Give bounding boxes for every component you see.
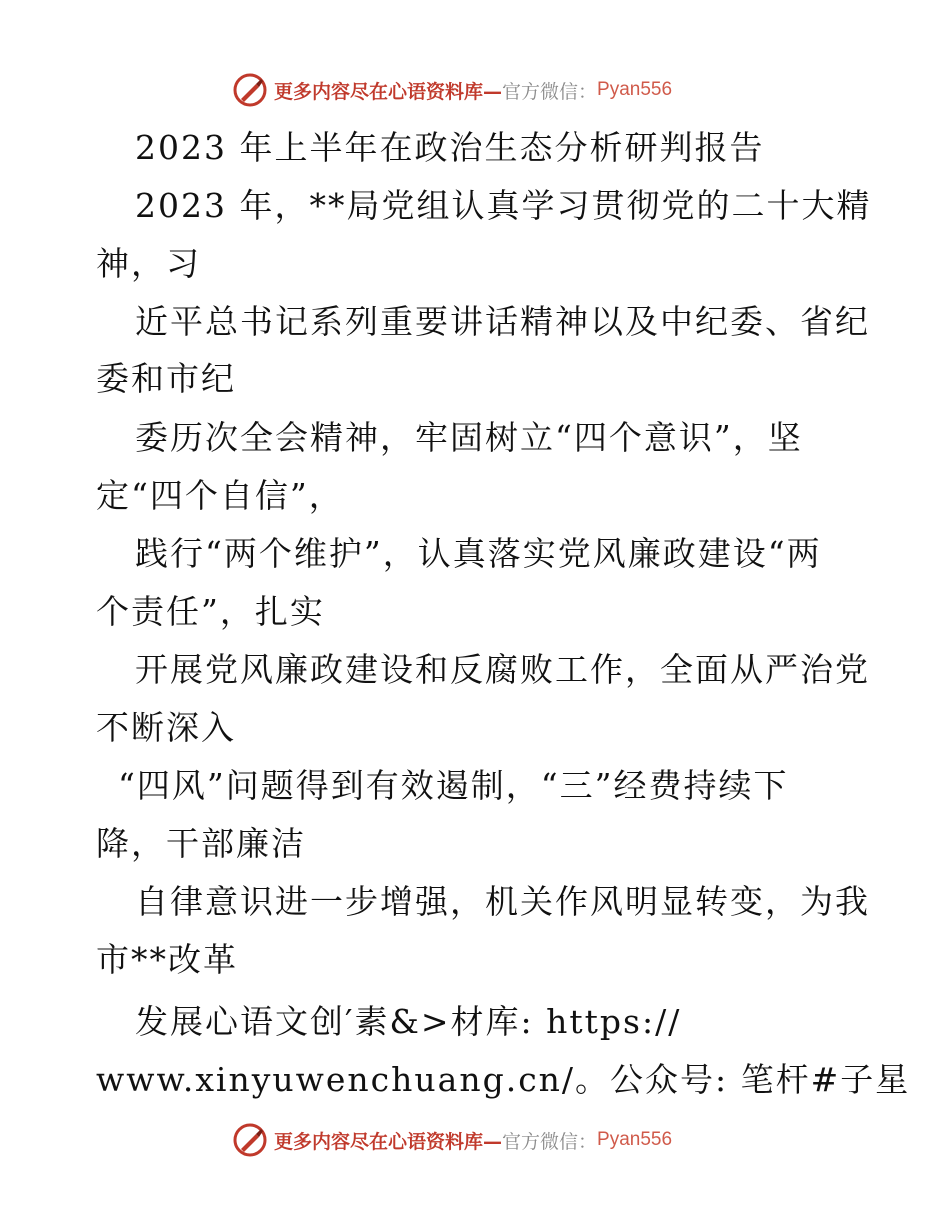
body-line: 神，习 <box>96 244 201 283</box>
body-line: 不断深入 <box>96 708 236 747</box>
watermark-id-text: Pyan556 <box>597 79 673 100</box>
body-line: 发展心语文创′素&>材库: https:// <box>135 1002 682 1041</box>
body-line: 2023 年，**局党组认真学习贯彻党的二十大精 <box>135 186 872 225</box>
watermark-gray-text: 官方微信： <box>502 1130 598 1153</box>
watermark-red-text: 更多内容尽在心语资料库— <box>274 80 503 103</box>
body-line: 定“四个自信”， <box>96 476 344 515</box>
body-line: 近平总书记系列重要讲话精神以及中纪委、省纪 <box>135 302 870 341</box>
body-line: 个责任”，扎实 <box>96 592 325 631</box>
body-line: 市**改革 <box>96 940 238 979</box>
body-line: 开展党风廉政建设和反腐败工作，全面从严治党 <box>135 650 870 689</box>
document-title: 2023 年上半年在政治生态分析研判报告 <box>135 128 765 167</box>
body-line: www.xinyuwenchuang.cn/。公众号: 笔杆#子星 <box>96 1060 911 1099</box>
pen-logo-icon <box>232 1122 268 1158</box>
body-line: “四风”问题得到有效遏制，“三”经费持续下 <box>118 766 789 805</box>
footer-watermark <box>232 1122 672 1158</box>
body-line: 委历次全会精神，牢固树立“四个意识”，坚 <box>135 418 803 457</box>
body-line: 践行“两个维护”，认真落实党风廉政建设“两 <box>135 534 822 573</box>
watermark-gray-text: 官方微信： <box>502 80 598 103</box>
watermark-id-text: Pyan556 <box>597 1129 673 1150</box>
body-line: 委和市纪 <box>96 359 236 398</box>
body-line: 降，干部廉洁 <box>96 824 306 863</box>
watermark-red-text: 更多内容尽在心语资料库— <box>274 1130 503 1153</box>
header-watermark <box>232 72 672 108</box>
pen-logo-icon <box>232 72 268 108</box>
body-line: 自律意识进一步增强，机关作风明显转变，为我 <box>135 882 870 921</box>
